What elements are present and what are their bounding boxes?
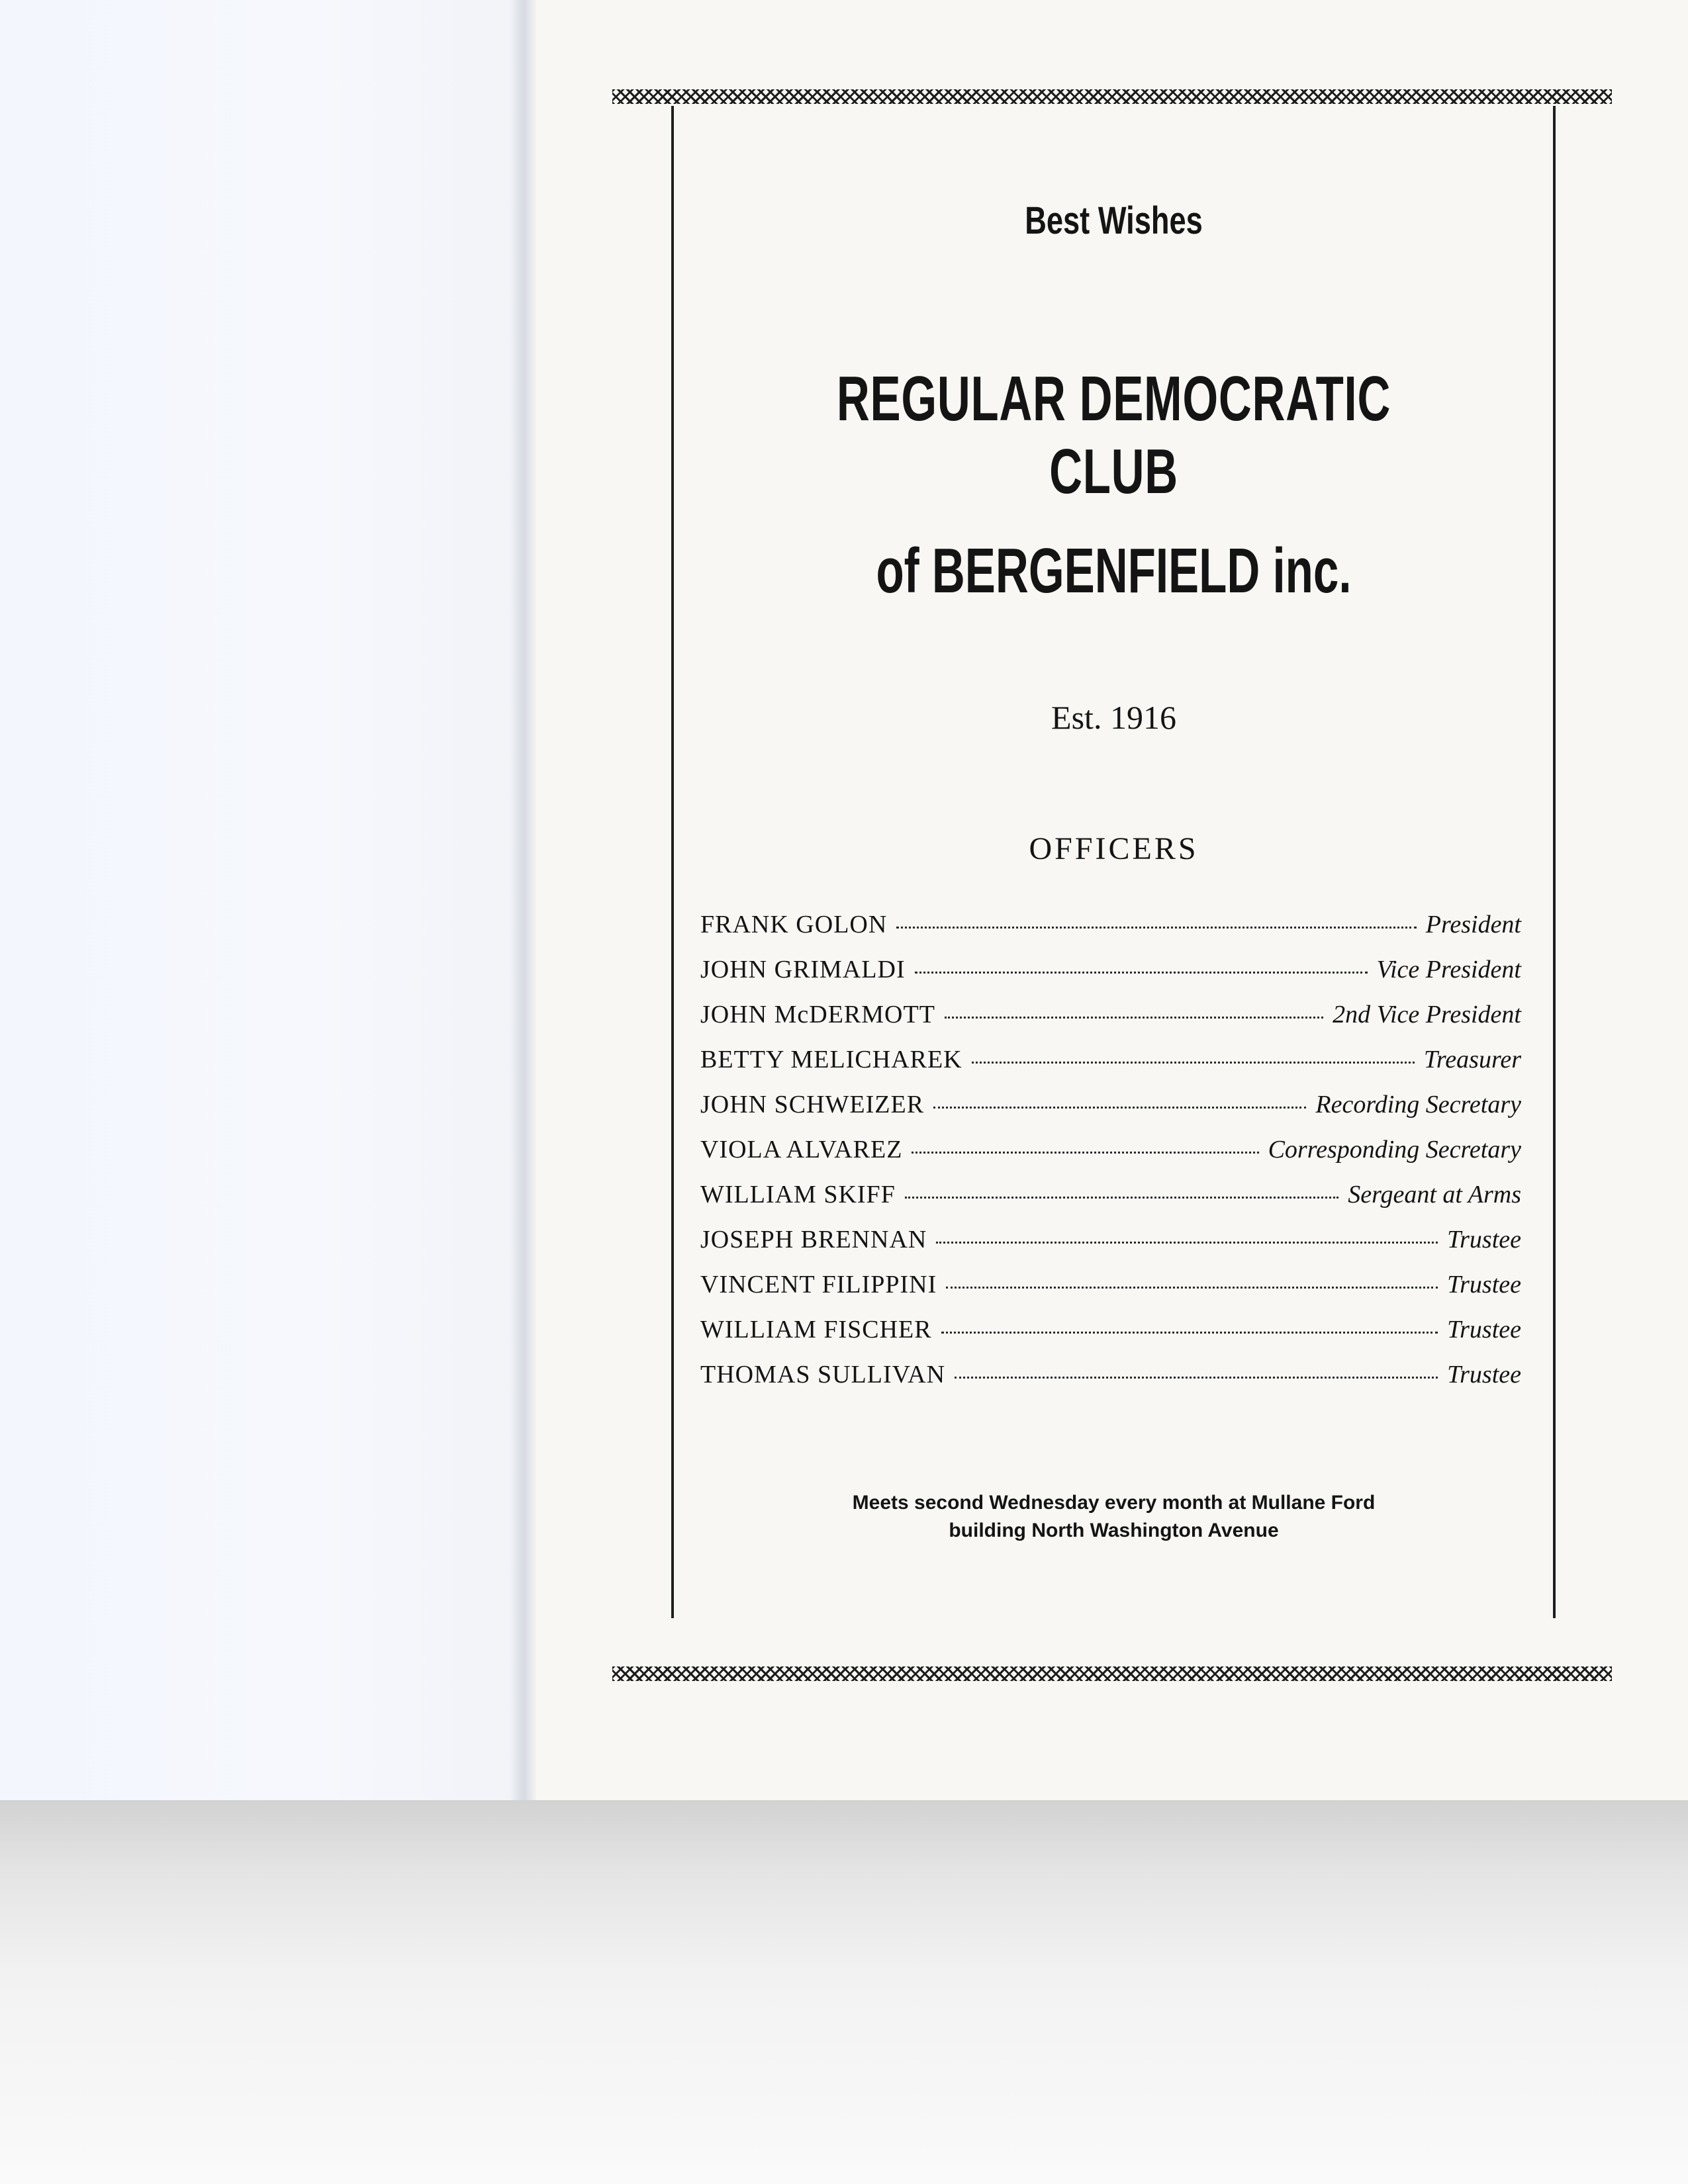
- officer-name: BETTY MELICHAREK: [700, 1046, 962, 1073]
- frame-rule-right: [1553, 106, 1556, 1618]
- officer-name: WILLIAM SKIFF: [700, 1181, 896, 1208]
- officer-name: JOHN GRIMALDI: [700, 956, 906, 983]
- decorative-border-top: [612, 89, 1612, 104]
- officer-title: Trustee: [1447, 1361, 1521, 1388]
- officer-title: Sergeant at Arms: [1348, 1181, 1521, 1208]
- officer-title: President: [1425, 911, 1521, 938]
- left-blank-page: [0, 0, 523, 1800]
- officer-row: [700, 1135, 1521, 1180]
- dot-leader: [933, 1107, 1306, 1109]
- page-gutter-shadow: [510, 0, 536, 1800]
- officer-title: Trustee: [1447, 1226, 1521, 1253]
- dot-leader: [905, 1197, 1338, 1199]
- meeting-line-2: building North Washington Avenue: [949, 1520, 1279, 1541]
- officer-row: [700, 1090, 1521, 1135]
- established-date: Est. 1916: [1051, 699, 1176, 736]
- frame-rule-left: [671, 106, 674, 1618]
- dot-leader: [946, 1287, 1438, 1289]
- officer-title: Corresponding Secretary: [1268, 1136, 1521, 1163]
- officer-row: [700, 910, 1521, 955]
- dot-leader: [912, 1152, 1258, 1154]
- officer-name: VINCENT FILIPPINI: [700, 1271, 937, 1298]
- officer-name: WILLIAM FISCHER: [700, 1316, 932, 1343]
- club-location-heading: of BERGENFIELD inc.: [876, 535, 1352, 606]
- dot-leader: [936, 1242, 1438, 1244]
- decorative-border-bottom: [612, 1666, 1612, 1681]
- officer-title: Treasurer: [1423, 1046, 1521, 1073]
- dot-leader: [972, 1062, 1415, 1064]
- officer-title: 2nd Vice President: [1333, 1001, 1521, 1028]
- officer-row: [700, 1360, 1521, 1405]
- officer-row: [700, 1000, 1521, 1045]
- officer-name: THOMAS SULLIVAN: [700, 1361, 946, 1388]
- scanner-background: [0, 1800, 1688, 2184]
- officer-title: Recording Secretary: [1315, 1091, 1521, 1118]
- officers-list: [700, 910, 1521, 1405]
- dot-leader: [945, 1017, 1323, 1019]
- officer-title: Vice President: [1376, 956, 1521, 983]
- dot-leader: [941, 1332, 1438, 1334]
- officer-name: JOHN SCHWEIZER: [700, 1091, 925, 1118]
- officer-row: [700, 1270, 1521, 1315]
- dot-leader: [896, 927, 1416, 929]
- officer-row: [700, 1315, 1521, 1360]
- dot-leader: [955, 1377, 1438, 1379]
- officers-heading: OFFICERS: [1029, 831, 1199, 866]
- club-name-heading: REGULAR DEMOCRATIC CLUB: [836, 363, 1391, 507]
- meeting-line-1: Meets second Wednesday every month at Mullane Ford: [852, 1492, 1376, 1514]
- officer-row: [700, 1045, 1521, 1090]
- meeting-info: [675, 1489, 1552, 1545]
- officer-row: [700, 1180, 1521, 1225]
- officer-name: VIOLA ALVAREZ: [700, 1136, 903, 1163]
- greeting-heading: Best Wishes: [1025, 199, 1203, 242]
- officer-title: Trustee: [1447, 1271, 1521, 1298]
- officer-name: JOHN McDERMOTT: [700, 1001, 935, 1028]
- officer-name: FRANK GOLON: [700, 911, 888, 938]
- officer-name: JOSEPH BRENNAN: [700, 1226, 927, 1253]
- officer-title: Trustee: [1447, 1316, 1521, 1343]
- dot-leader: [915, 972, 1368, 974]
- officer-row: [700, 955, 1521, 1000]
- officer-row: [700, 1225, 1521, 1270]
